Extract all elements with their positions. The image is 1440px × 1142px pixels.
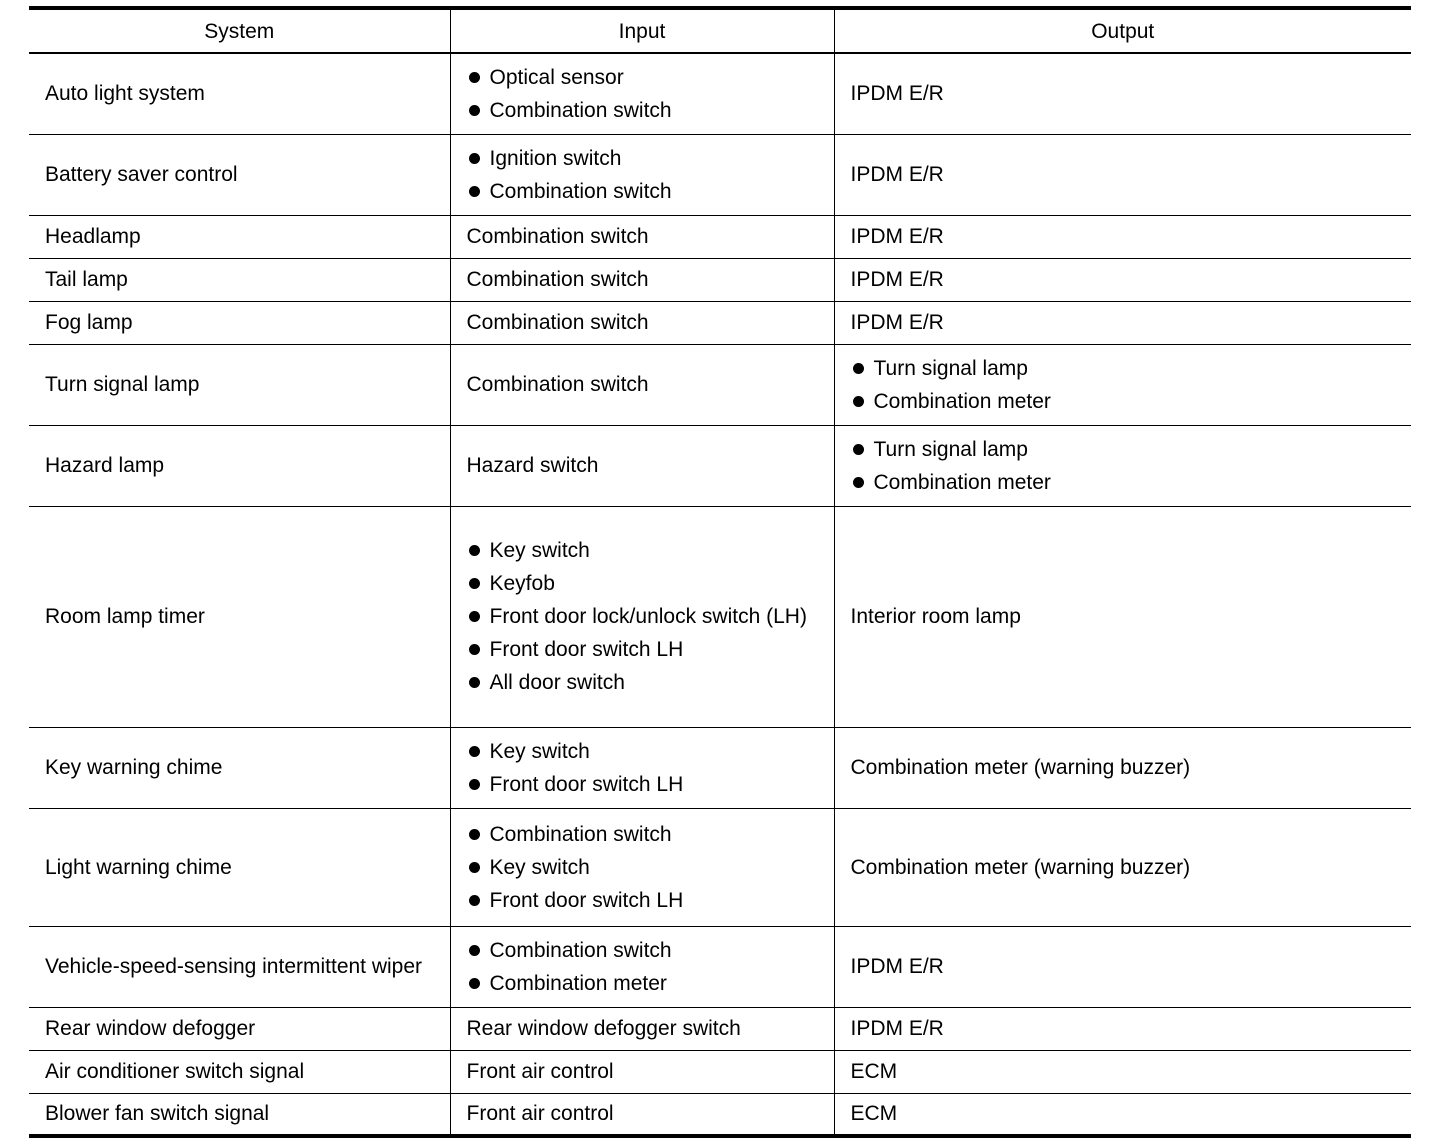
table-row: [29, 1093, 1411, 1136]
input-cell: Hazard switch: [450, 425, 834, 506]
system-io-table: [29, 6, 1411, 1138]
table-row: [29, 258, 1411, 301]
system-cell: Battery saver control: [29, 134, 450, 215]
header-row: [29, 8, 1411, 53]
input-cell: [450, 727, 834, 808]
system-cell: Air conditioner switch signal: [29, 1050, 450, 1093]
table-row: [29, 344, 1411, 425]
bullet-item: Ignition switch: [467, 144, 818, 173]
bullet-item: Front door switch LH: [467, 886, 818, 915]
system-cell: Headlamp: [29, 215, 450, 258]
bullet-item: Combination meter: [851, 387, 1396, 416]
bullet-item: Combination switch: [467, 820, 818, 849]
system-cell: Room lamp timer: [29, 506, 450, 727]
input-cell: Front air control: [450, 1093, 834, 1136]
output-cell: IPDM E/R: [834, 134, 1411, 215]
bullet-item: Combination switch: [467, 177, 818, 206]
table-row: [29, 425, 1411, 506]
system-cell: Vehicle-speed-sensing intermittent wiper: [29, 926, 450, 1007]
system-cell: Auto light system: [29, 53, 450, 134]
output-cell: IPDM E/R: [834, 1007, 1411, 1050]
input-cell: Combination switch: [450, 344, 834, 425]
header-input: Input: [450, 8, 834, 53]
bullet-item: Turn signal lamp: [851, 354, 1396, 383]
output-cell: IPDM E/R: [834, 258, 1411, 301]
table-row: [29, 1007, 1411, 1050]
input-cell: Combination switch: [450, 301, 834, 344]
table-row: [29, 301, 1411, 344]
input-cell: Front air control: [450, 1050, 834, 1093]
bullet-item: Front door switch LH: [467, 770, 818, 799]
table-body: [29, 53, 1411, 1136]
bullet-item: Front door switch LH: [467, 635, 818, 664]
output-cell: ECM: [834, 1093, 1411, 1136]
input-cell: [450, 926, 834, 1007]
bullet-item: Combination switch: [467, 96, 818, 125]
output-list: [851, 435, 1396, 497]
bullet-item: Key switch: [467, 853, 818, 882]
system-cell: Blower fan switch signal: [29, 1093, 450, 1136]
output-cell: Interior room lamp: [834, 506, 1411, 727]
input-cell: [450, 53, 834, 134]
table-row: [29, 926, 1411, 1007]
table-row: [29, 134, 1411, 215]
output-cell: IPDM E/R: [834, 53, 1411, 134]
system-cell: Tail lamp: [29, 258, 450, 301]
input-cell: Combination switch: [450, 215, 834, 258]
output-cell: ECM: [834, 1050, 1411, 1093]
system-cell: Light warning chime: [29, 808, 450, 926]
bullet-item: Keyfob: [467, 569, 818, 598]
bullet-item: Key switch: [467, 536, 818, 565]
bullet-item: Key switch: [467, 737, 818, 766]
input-cell: [450, 808, 834, 926]
output-cell: [834, 344, 1411, 425]
output-cell: IPDM E/R: [834, 301, 1411, 344]
table-row: [29, 727, 1411, 808]
header-output: Output: [834, 8, 1411, 53]
system-cell: Turn signal lamp: [29, 344, 450, 425]
input-cell: [450, 506, 834, 727]
output-cell: IPDM E/R: [834, 926, 1411, 1007]
input-list: [467, 536, 818, 697]
bullet-item: Combination meter: [851, 468, 1396, 497]
header-system: System: [29, 8, 450, 53]
bullet-item: Optical sensor: [467, 63, 818, 92]
output-cell: Combination meter (warning buzzer): [834, 808, 1411, 926]
system-cell: Rear window defogger: [29, 1007, 450, 1050]
output-cell: [834, 425, 1411, 506]
input-list: [467, 820, 818, 915]
table-row: [29, 1050, 1411, 1093]
input-list: [467, 936, 818, 998]
table-row: [29, 53, 1411, 134]
system-cell: Key warning chime: [29, 727, 450, 808]
input-list: [467, 144, 818, 206]
table-row: [29, 506, 1411, 727]
bullet-item: Combination switch: [467, 936, 818, 965]
system-cell: Hazard lamp: [29, 425, 450, 506]
input-list: [467, 737, 818, 799]
input-cell: [450, 134, 834, 215]
bullet-item: Front door lock/unlock switch (LH): [467, 602, 818, 631]
output-cell: IPDM E/R: [834, 215, 1411, 258]
bullet-item: Turn signal lamp: [851, 435, 1396, 464]
output-list: [851, 354, 1396, 416]
table-row: [29, 808, 1411, 926]
system-cell: Fog lamp: [29, 301, 450, 344]
input-list: [467, 63, 818, 125]
input-cell: Combination switch: [450, 258, 834, 301]
table-row: [29, 215, 1411, 258]
bullet-item: All door switch: [467, 668, 818, 697]
input-cell: Rear window defogger switch: [450, 1007, 834, 1050]
output-cell: Combination meter (warning buzzer): [834, 727, 1411, 808]
bullet-item: Combination meter: [467, 969, 818, 998]
